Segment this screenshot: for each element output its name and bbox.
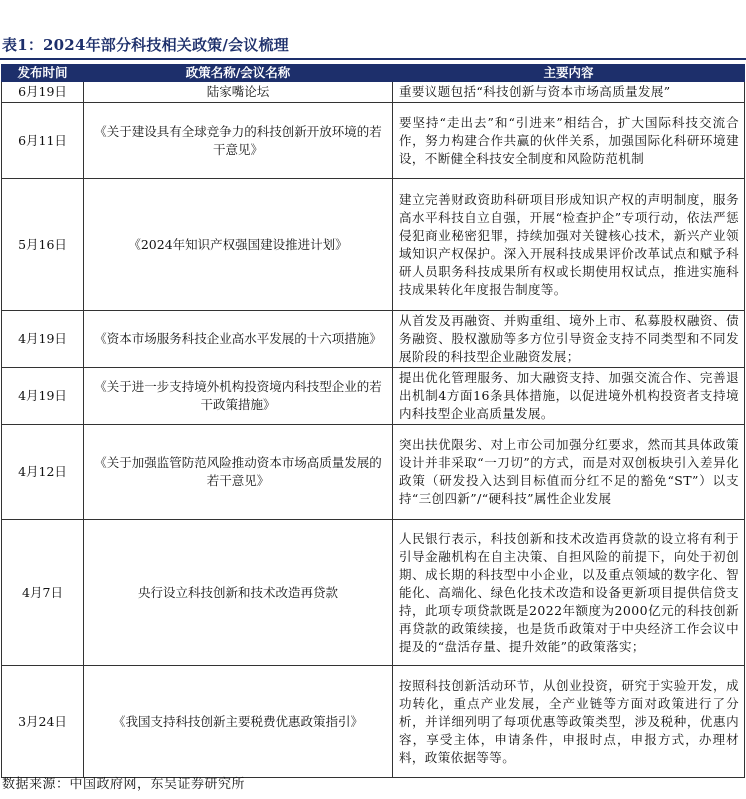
data-source-note: 数据来源：中国政府网，东吴证券研究所 [2, 777, 246, 792]
row-date: 4月19日 [2, 311, 84, 368]
table-row [2, 311, 745, 368]
row-name: 央行设立科技创新和技术改造再贷款 [84, 520, 393, 666]
row-name: 《关于进一步支持境外机构投资境内科技型企业的若干政策措施》 [84, 368, 393, 425]
table-row [2, 666, 745, 778]
row-content: 突出扶优限劣、对上市公司加强分红要求，然而其具体政策设计并非采取“一刀切”的方式，而是对双创板块引入差异化政策（研发投入达到目标值而分红不足的豁免“ST”）以支持“三创四新”/“硬科技”属性企业发展 [393, 425, 745, 520]
row-content: 建立完善财政资助科研项目形成知识产权的声明制度，服务高水平科技自立自强，开展“检查护企”专项行动，依法严惩侵犯商业秘密犯罪，持续加强对关键核心技术，新兴产业领域知识产权保护。深入开展科技成果评价改革试点和赋予科研人员职务科技成果所有权或长期使用权试点，推进实施科技成果转化年度报告制度等。 [393, 179, 745, 311]
row-date: 4月19日 [2, 368, 84, 425]
table-row [2, 425, 745, 520]
row-date: 4月7日 [2, 520, 84, 666]
row-content: 人民银行表示，科技创新和技术改造再贷款的设立将有利于引导金融机构在自主决策、自担风险的前提下，向处于初创期、成长期的科技型中小企业，以及重点领域的数字化、智能化、高端化、绿色化技术改造和设备更新项目提供信贷支持，此项专项贷款既是2022年额度为2000亿元的科技创新再贷款的政策续接，也是货币政策对于中央经济工作会议中提及的“盘活存量、提升效能”的政策落实； [393, 520, 745, 666]
header-name: 政策名称/会议名称 [84, 65, 393, 82]
row-date: 3月24日 [2, 666, 84, 778]
row-name: 《2024年知识产权强国建设推进计划》 [84, 179, 393, 311]
row-date: 4月12日 [2, 425, 84, 520]
row-name: 陆家嘴论坛 [84, 82, 393, 103]
row-content: 从首发及再融资、并购重组、境外上市、私募股权融资、债务融资、股权激励等多方位引导资金支持不同类型和不同发展阶段的科技型企业融资发展； [393, 311, 745, 368]
row-content: 重要议题包括“科技创新与资本市场高质量发展” [393, 82, 745, 103]
table-row [2, 368, 745, 425]
row-name: 《关于建设具有全球竞争力的科技创新开放环境的若干意见》 [84, 103, 393, 179]
row-name: 《我国支持科技创新主要税费优惠政策指引》 [84, 666, 393, 778]
row-content: 要坚持“走出去”和“引进来”相结合，扩大国际科技交流合作，努力构建合作共赢的伙伴关系，加强国际化科研环境建设，不断健全科技安全制度和风险防范机制 [393, 103, 745, 179]
policy-table [1, 64, 745, 778]
row-date: 6月19日 [2, 82, 84, 103]
row-content: 按照科技创新活动环节，从创业投资，研究于实验开发，成功转化，重点产业发展，全产业链等方面对政策进行了分析，并详细列明了每项优惠等政策类型，涉及税种，优惠内容，享受主体，申请条件，申报时点，申报方式，办理材料，政策依据等等。 [393, 666, 745, 778]
table-row [2, 179, 745, 311]
row-name: 《资本市场服务科技企业高水平发展的十六项措施》 [84, 311, 393, 368]
table-row [2, 520, 745, 666]
row-content: 提出优化管理服务、加大融资支持、加强交流合作、完善退出机制4方面16条具体措施，以促进境外机构投资者支持境内科技型企业高质量发展。 [393, 368, 745, 425]
row-name: 《关于加强监管防范风险推动资本市场高质量发展的若干意见》 [84, 425, 393, 520]
row-date: 6月11日 [2, 103, 84, 179]
table-row [2, 103, 745, 179]
table-header-row [2, 65, 745, 82]
table-row [2, 82, 745, 103]
header-date: 发布时间 [2, 65, 84, 82]
row-date: 5月16日 [2, 179, 84, 311]
title-rule [0, 58, 746, 60]
table-title: 表1：2024年部分科技相关政策/会议梳理 [2, 36, 289, 54]
header-content: 主要内容 [393, 65, 745, 82]
